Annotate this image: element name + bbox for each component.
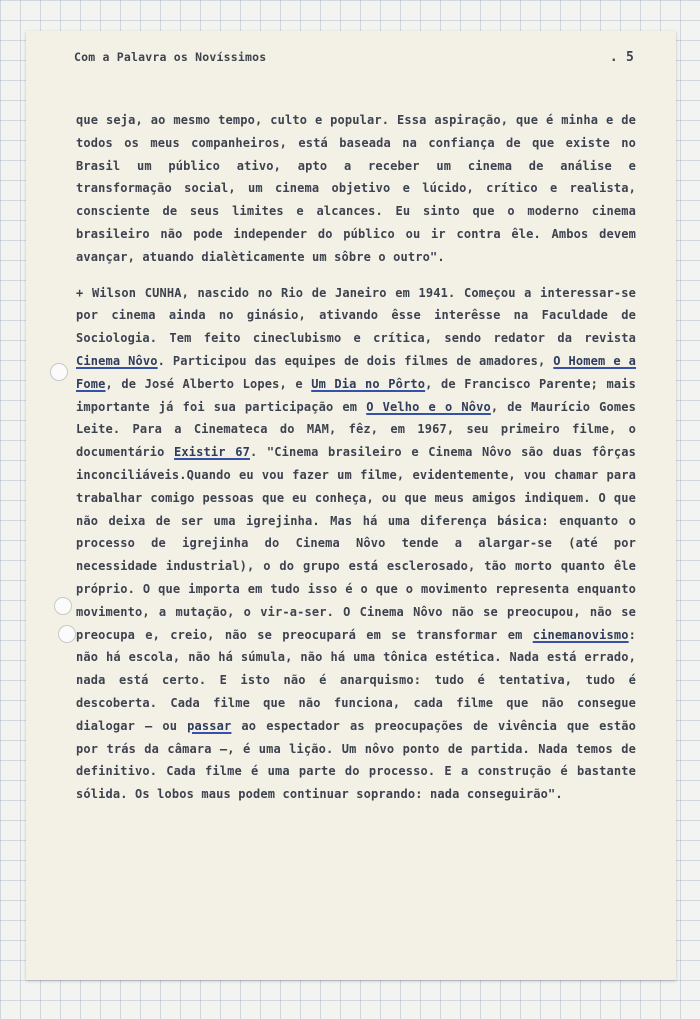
- binder-hole-top: [50, 363, 68, 381]
- underlined-title-cinema-novo: Cinema Nôvo: [76, 353, 158, 368]
- body-text: [76, 109, 636, 806]
- text-run: ao espectador as preocupações de vivência que estão por trás da câmara —, é uma lição. Um nôvo ponto de partida. Nada temos de definitivo. Cada filme é uma parte do processo. E a construção é bastante sólida. Os lobos maus podem continuar soprando: nada conseguirão".: [76, 718, 637, 802]
- text-run: , de Maurício Gomes Leite. Para a Cinemateca do MAM, fêz, em 1967, seu primeiro filme, o documentário: [76, 399, 636, 460]
- document-page: [26, 31, 676, 980]
- underlined-title-o-velho-e-o-novo: O Velho e o Nôvo: [366, 399, 491, 414]
- underlined-title-o-homem-e-a-fome: O Homem e a Fome: [76, 353, 636, 391]
- binder-hole-middle: [54, 597, 72, 615]
- text-run: . "Cinema brasileiro e Cinema Nôvo são duas fôrças inconciliáveis.Quando eu vou fazer um filme, evidentemente, vou chamar para trabalhar comigo pessoas que eu conheça, ou que meus amigos indiquem. O que não deixa de ser uma igrejinha. Mas há uma diferença básica: enquanto o processo de igrejinha do Cinema Nôvo tende a alargar-se (até por necessidade industrial), o do grupo está esclerosado, tão morto quanto êle próprio. O que importa em tudo isso é o que o movimento representa enquanto movimento, a mutação, o vir-a-ser. O Cinema Nôvo não se preocupou, não se preocupa e, creio, não se preocupará em se transformar em: [76, 445, 637, 642]
- underlined-title-existir-67: Existir 67: [174, 445, 250, 460]
- paragraph-quote-continuation: que seja, ao mesmo tempo, culto e popular. Essa aspiração, que é minha e de todos os meus companheiros, está baseada na confiança de que existe no Brasil um público ativo, apto a receber um cinema de análise e transformação social, um cinema objetivo e lúcido, crítico e realista, consciente de seus limites e alcances. Eu sinto que o moderno cinema brasileiro não pode independer do público ou ir contra êle. Ambos devem avançar, atuando dialèticamente um sôbre o outro".: [76, 113, 636, 264]
- paragraph-wilson-cunha: [76, 282, 636, 806]
- page-header: [74, 50, 634, 68]
- page-number: . 5: [609, 50, 634, 65]
- binder-hole-bottom: [58, 625, 76, 643]
- text-run: , de José Alberto Lopes, e: [105, 376, 312, 391]
- running-title: Com a Palavra os Novíssimos: [74, 50, 267, 64]
- text-run: : não há escola, não há súmula, não há uma tônica estética. Nada está errado, nada está certo. E isto não é anarquismo: tudo é tentativa, tudo é descoberta. Cada filme que não funciona, cada filme que não consegue dialogar — ou: [76, 627, 636, 733]
- text-run: + Wilson CUNHA, nascido no Rio de Janeiro em 1941. Começou a interessar-se por cinema ainda no ginásio, ativando êsse interêsse na Faculdade de Sociologia. Tem feito cineclubismo e crítica, sendo redator da revista: [76, 285, 636, 346]
- underlined-word-passar: passar: [187, 718, 232, 733]
- text-run: . Participou das equipes de dois filmes de amadores,: [157, 353, 554, 368]
- underlined-term-cinemanovismo: cinemanovismo: [532, 627, 629, 642]
- text-run: , de Francisco Parente; mais importante já foi sua participação em: [76, 376, 636, 414]
- underlined-title-um-dia-no-porto: Um Dia no Pôrto: [311, 376, 426, 391]
